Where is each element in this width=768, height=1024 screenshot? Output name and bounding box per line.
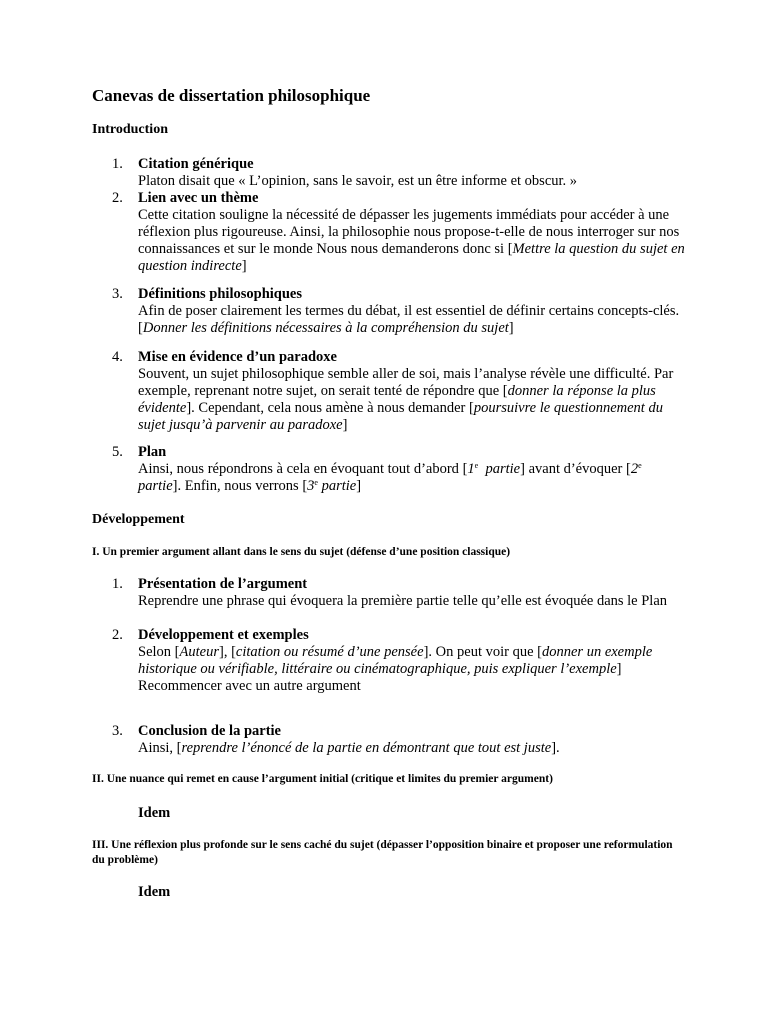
item-title: Conclusion de la partie xyxy=(138,723,281,739)
item-text: Cette citation souligne la nécessité de dépasser les jugements immédiats pour accéder à une réflexion plus rigoureuse. Ainsi, la philosophie nous propose-t-elle de nous interroger sur nos connaissances et sur le monde Nous nous demanderons donc si [Mettre la question du sujet en question indirecte] xyxy=(138,207,685,274)
idem-text: Idem xyxy=(138,884,171,900)
placeholder-text: Donner les définitions nécessaires à la compréhension du sujet xyxy=(142,320,509,336)
part-heading-2: II. Une nuance qui remet en cause l’argument initial (critique et limites du premier argument) xyxy=(92,773,553,785)
item-text: Recommencer avec un autre argument xyxy=(138,678,361,694)
placeholder-text: donner la réponse la plus évidente xyxy=(138,383,656,416)
item-text: Platon disait que « L’opinion, sans le savoir, est un être informe et obscur. » xyxy=(138,173,578,189)
text-run: Cette citation souligne la nécessité de dépasser les jugements immédiats pour accéder à une réflexion plus rigoureuse. Ainsi, la philosophie nous propose-t-elle de nous interroger sur nos connaissances et sur le monde Nous nous demanderons donc si xyxy=(138,207,680,257)
item-title: Citation générique xyxy=(138,156,254,172)
placeholder-text: donner un exemple historique ou vérifiable, littéraire ou cinématographique, puis expliquer l’exemple xyxy=(138,644,653,677)
item-title: Plan xyxy=(138,444,167,460)
list-number: 2. xyxy=(112,627,123,643)
list-item xyxy=(112,156,686,190)
text-run: Selon xyxy=(138,644,175,660)
list-item xyxy=(112,444,686,495)
list-number: 1. xyxy=(112,156,123,172)
list-number: 5. xyxy=(112,444,123,460)
text-run: Ainsi, nous répondrons à cela en évoquant tout d’abord xyxy=(138,461,463,477)
part-heading-1: I. Un premier argument allant dans le sens du sujet (défense d’une position classique) xyxy=(92,546,511,558)
text-run: . Cependant, cela nous amène à nous demander xyxy=(191,400,469,416)
placeholder-text: poursuivre le questionnement du sujet jusqu’à parvenir au paradoxe xyxy=(138,400,663,433)
list-item xyxy=(112,286,686,337)
text-run: . Enfin, nous verrons xyxy=(177,478,303,494)
placeholder-text: Auteur xyxy=(179,644,219,660)
part-number: 2 xyxy=(630,461,639,477)
placeholder-text: partie xyxy=(485,461,521,477)
list-item xyxy=(112,576,686,610)
item-title: Lien avec un thème xyxy=(138,190,259,206)
list-item xyxy=(112,190,686,275)
item-title: Mise en évidence d’un paradoxe xyxy=(138,349,337,365)
item-text: Afin de poser clairement les termes du débat, il est essentiel de définir certains concepts-clés. [Donner les définitions nécessaires à la compréhension du sujet] xyxy=(138,303,680,336)
part-number: 3 xyxy=(307,478,315,494)
placeholder-text: Mettre la question du sujet en question indirecte xyxy=(138,241,685,274)
item-text: Reprendre une phrase qui évoquera la première partie telle qu’elle est évoquée dans le Plan xyxy=(138,593,668,609)
part-heading-3: III. Une réflexion plus profonde sur le sens caché du sujet (dépasser l’opposition binaire et proposer une reformulation du problème) xyxy=(92,839,673,866)
idem-text: Idem xyxy=(138,805,171,821)
section-heading-developpement: Développement xyxy=(92,512,185,527)
text-run: Ainsi, xyxy=(138,740,177,756)
placeholder-text: partie xyxy=(138,478,173,494)
list-item xyxy=(112,723,686,757)
item-title: Développement et exemples xyxy=(138,627,309,643)
item-text: Selon [Auteur], [citation ou résumé d’une pensée]. On peut voir que [donner un exemple historique ou vérifiable, littéraire ou cinématographique, puis expliquer l’exemple] xyxy=(138,644,653,677)
section-heading-introduction: Introduction xyxy=(92,122,168,137)
ordinal-suffix: e xyxy=(314,478,318,487)
list-item xyxy=(112,349,686,434)
item-title: Présentation de l’argument xyxy=(138,576,308,592)
item-text: Ainsi, [reprendre l’énoncé de la partie en démontrant que tout est juste]. xyxy=(138,740,560,756)
text-run: . On peut voir que xyxy=(428,644,538,660)
text-run: avant d’évoquer xyxy=(524,461,627,477)
list-item xyxy=(112,627,686,695)
list-number: 1. xyxy=(112,576,123,592)
ordinal-suffix: e xyxy=(474,461,479,470)
part-number: 1 xyxy=(467,461,475,477)
list-number: 4. xyxy=(112,349,123,365)
list-number: 3. xyxy=(112,723,123,739)
placeholder-text: citation ou résumé d’une pensée xyxy=(235,644,424,660)
ordinal-suffix: e xyxy=(638,461,642,470)
item-title: Définitions philosophiques xyxy=(138,286,302,302)
placeholder-text: reprendre l’énoncé de la partie en démontrant que tout est juste xyxy=(181,740,552,756)
item-text: Souvent, un sujet philosophique semble aller de soi, mais l’analyse révèle une difficulté. Par exemple, reprenant notre sujet, on serait tenté de répondre que [donner la réponse la plus évidente]. Cependant, cela nous amène à nous demander [poursuivre le questionnement du sujet jusqu’à parvenir au paradoxe] xyxy=(138,366,674,433)
placeholder-text: partie xyxy=(321,478,357,494)
list-number: 3. xyxy=(112,286,123,302)
text-run: Afin de poser clairement les termes du débat, il est essentiel de définir certains concepts-clés. xyxy=(138,303,680,319)
item-text: Ainsi, nous répondrons à cela en évoquant tout d’abord [1e partie] avant d’évoquer [2e partie]. Enfin, nous verrons [3e partie] xyxy=(138,461,642,494)
text-run: , xyxy=(223,644,232,660)
page-title: Canevas de dissertation philosophique xyxy=(92,86,371,105)
text-run: Souvent, un sujet philosophique semble aller de soi, mais l’analyse révèle une difficulté. Par exemple, reprenant notre sujet, on serait tenté de répondre que xyxy=(138,366,674,399)
list-number: 2. xyxy=(112,190,123,206)
